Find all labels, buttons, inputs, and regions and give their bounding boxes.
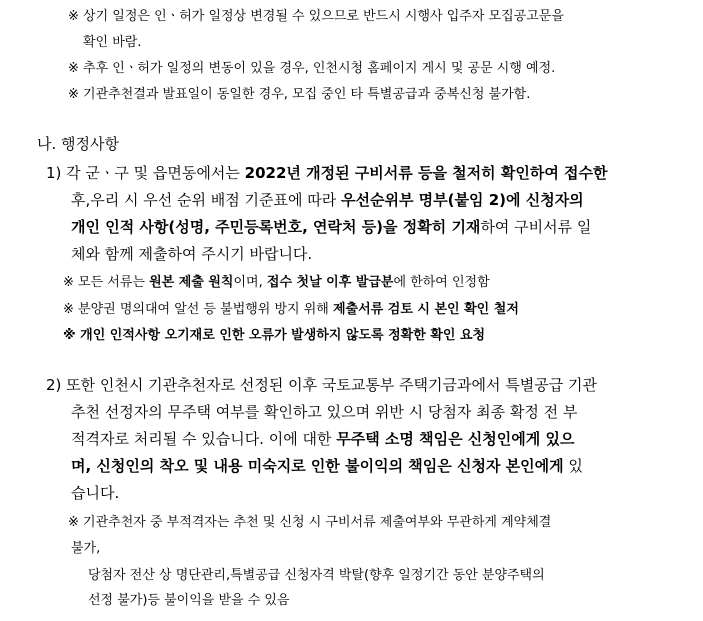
- item1-note1-a: ※ 모든 서류는: [63, 275, 150, 290]
- item1-line1-emphasis: 2022년 개정된 구비서류 등을 철저히 확인하여 접수한: [244, 164, 608, 182]
- item2-note-disqualified: ※ 기관추천자 중 부적격자는 추천 및 신청 시 구비서류 제출여부와 무관하게 계약체결: [68, 515, 552, 530]
- item2-line4: [71, 459, 583, 474]
- note-schedule-notice: ※ 추후 인ㆍ허가 일정의 변동이 있을 경우, 인천시청 홈페이지 게시 및 공문 시행 예정.: [68, 61, 556, 76]
- item2-note-disqualified-cont1: 불가,: [71, 541, 101, 556]
- item1-line1: [46, 166, 608, 181]
- item1-line3: [71, 220, 591, 235]
- item2-line3-emphasis: 무주택 소명 책임은 신청인에게 있으: [336, 430, 575, 448]
- item1-line2-text: 후,우리 시 우선 순위 배점 기준표에 따라: [71, 191, 341, 209]
- item2-line1: 2) 또한 인천시 기관추천자로 선정된 이후 국토교통부 주택기금과에서 특별공급 기관: [46, 376, 597, 394]
- item1-note1-d: 접수 첫날 이후 발급분: [266, 275, 394, 290]
- item2-line4-emphasis: 며, 신청인의 착오 및 내용 미숙지로 인한 불이익의 책임은 신청자 본인에게: [71, 457, 564, 475]
- item1-line4: 체와 함께 제출하여 주시기 바랍니다.: [71, 245, 313, 263]
- item1-note1-c: 이며,: [233, 275, 267, 290]
- item1-note1-b: 원본 제출 원칙: [149, 275, 234, 290]
- item2-note-disqualified-cont3: 선정 불가)등 불이익을 받을 수 있음: [88, 593, 290, 608]
- item2-note-disqualified-cont2: 당첨자 전산 상 명단관리,특별공급 신청자격 박탈(향후 일정기간 동안 분양주택의: [88, 568, 545, 583]
- section-heading: 나. 행정사항: [37, 135, 119, 153]
- item2-line4-text: 있: [563, 457, 583, 475]
- item1-note-original-documents: [63, 276, 490, 289]
- note-schedule-change: ※ 상기 일정은 인ㆍ허가 일정상 변경될 수 있으므로 반드시 시행사 입주자 모집공고문을: [68, 9, 564, 24]
- item1-note2-b: 제출서류 검토 시 본인 확인 철저: [333, 302, 519, 317]
- item1-line2: [71, 193, 584, 208]
- item2-line5: 습니다.: [71, 484, 120, 502]
- item1-line1-text: 1) 각 군ㆍ구 및 읍면동에서는: [46, 164, 245, 182]
- item2-line2: 추천 선정자의 무주택 여부를 확인하고 있으며 위반 시 당첨자 최종 확정 전 부: [71, 403, 578, 421]
- item2-line3-text: 적격자로 처리될 수 있습니다. 이에 대한: [71, 430, 337, 448]
- item1-note-accuracy: ※ 개인 인적사항 오기재로 인한 오류가 발생하지 않도록 정확한 확인 요청: [63, 328, 486, 343]
- item2-line3: [71, 432, 574, 447]
- item1-line2-emphasis: 우선순위부 명부(붙임 2)에 신청자의: [341, 191, 584, 209]
- item1-line3-emphasis: 개인 인적 사항(성명, 주민등록번호, 연락처 등)을 정확히 기재: [71, 218, 481, 236]
- item1-note1-e: 에 한하여 인정함: [393, 275, 490, 290]
- note-duplicate-application: ※ 기관추천결과 발표일이 동일한 경우, 모집 중인 타 특별공급과 중복신청 불가함.: [68, 87, 531, 102]
- item1-note2-a: ※ 분양권 명의대여 알선 등 불법행위 방지 위해: [63, 302, 333, 317]
- item1-line3-text: 하여 구비서류 일: [480, 218, 592, 236]
- item1-note-identity-check: [63, 303, 519, 316]
- note-schedule-change-cont: 확인 바람.: [83, 35, 142, 50]
